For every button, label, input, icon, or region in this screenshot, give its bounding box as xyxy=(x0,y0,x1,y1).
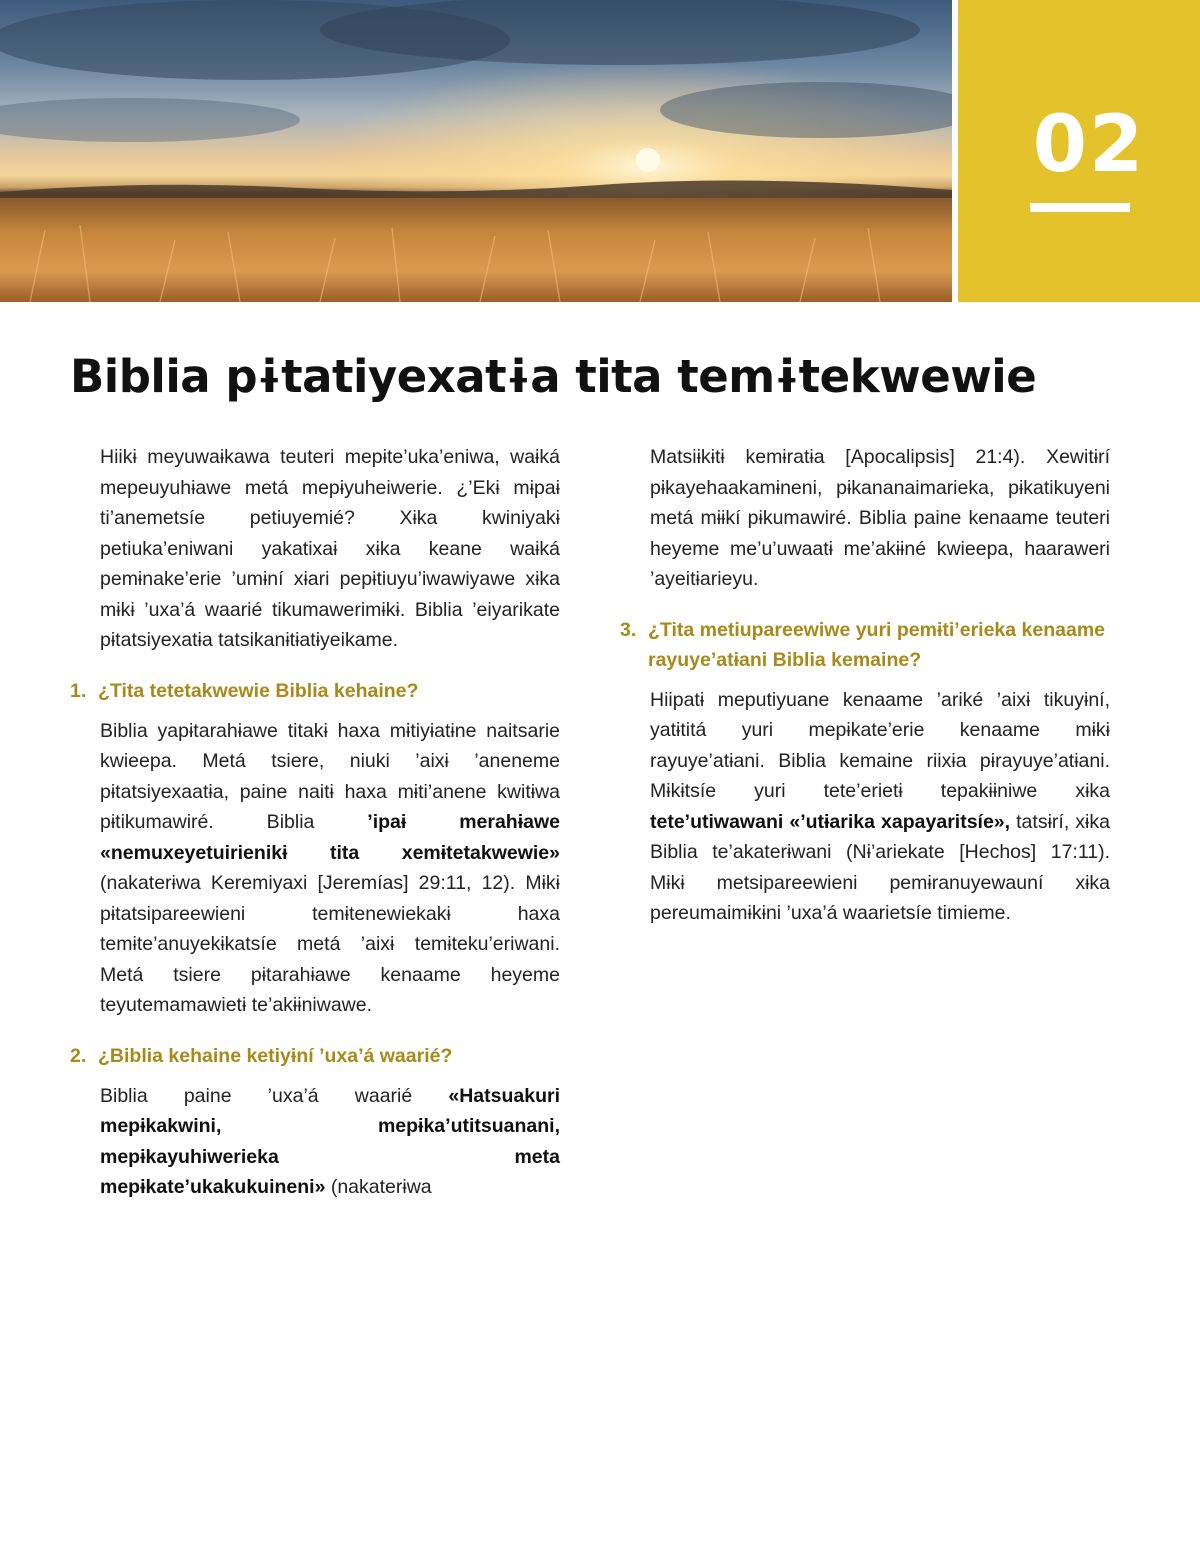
question-1-answer xyxy=(100,716,560,1021)
intro-paragraph: Hiikɨ meyuwaɨkawa teuteri mepɨte’uka’eniwa, waɨká mepeuyuhɨawe metá mepɨyuheiwerie. ¿’Ekɨ mɨpaɨ ti’anemetsíe petiuyemié? Xɨka kwiniyakɨ petiuka’eniwani yakatixaɨ xɨka keane waɨká pemɨnake’erie ’umɨní xɨari pepɨtiuyu’iwawiyawe xɨka mɨkɨ ’uxa’á waarié tikumawerimɨkɨ. Biblia ’eiyarikate pɨtatsiyexatɨa tatsikanɨtɨatɨyeikame. xyxy=(100,446,560,651)
answer-text: Hiipatɨ meputiyuane kenaame ’ariké ’aixɨ tikuyɨní, yatɨtitá yuri mepɨkate’erie kenaame mɨkɨ rayuye’atɨani. Biblia kemaine riixɨa pɨrayuye’atɨani. Mɨkɨtsíe yuri tete’erietɨ tepakɨɨniwe xɨka xyxy=(650,688,1110,802)
question-3-heading xyxy=(620,615,1110,675)
question-2-heading xyxy=(70,1041,560,1071)
chapter-number: 02 xyxy=(1032,100,1146,190)
answer-emphasis: tete’utiwawani «’utɨarika xapayaritsíe», xyxy=(650,810,1011,833)
question-2-answer xyxy=(100,1081,560,1203)
question-2-answer-continued: Matsiɨkɨtɨ kemɨratɨa [Apocalipsis] 21:4). Xewitɨrí pɨkayehaakamɨneni, pɨkananaimarieka, pɨkatikuyeni metá mɨɨkí pɨkumawiré. Biblia paine kenaame teuteri heyeme me’u’uwaatɨ me’akɨɨné kwieepa, haaraweri ’ayeitɨarieyu. xyxy=(650,446,1110,590)
answer-text: Biblia paine ’uxa’á waarié xyxy=(100,1084,449,1107)
question-1-number: 1. xyxy=(70,679,87,702)
hero-image xyxy=(0,0,952,302)
question-3-number: 3. xyxy=(620,618,637,641)
answer-text: (nakaterɨwa xyxy=(325,1176,432,1198)
answer-emphasis: ’ipaɨ merahɨawe «nemuxeyetuirienikɨ tita xemɨtetakwewie» xyxy=(100,811,560,864)
question-3-answer xyxy=(650,685,1110,929)
question-2-number: 2. xyxy=(70,1044,87,1067)
page-title: Biblia pɨtatiyexatɨa tita temɨtekwewie xyxy=(70,350,1037,403)
question-2-text: ¿Biblia kehaine ketiyɨní ’uxa’á waarié? xyxy=(98,1044,453,1067)
question-3-text: ¿Tita metiupareewiwe yuri pemɨti’erieka kenaame rayuye’atɨani Biblia kemaine? xyxy=(648,618,1106,671)
left-column xyxy=(70,442,560,1223)
right-column xyxy=(620,442,1110,949)
chapter-underline xyxy=(1030,203,1130,212)
question-1-text: ¿Tita tetetakwewie Biblia kehaine? xyxy=(98,679,419,702)
answer-text: tatsɨrí, xɨka Biblia te’akaterɨwani (Nɨ’ariekate [Hechos] 17:11). Mɨkɨ metsipareewieni pemɨranuyewauní xɨka pereumaimɨkɨni ’uxa’á waarietsíe timieme. xyxy=(650,810,1110,924)
answer-text: Biblia yapɨtarahɨawe titakɨ haxa mɨtiyɨatɨne naitsarie kwieepa. Metá tsiere, niuki ’aixɨ ’aneneme pɨtatsiyexaatɨa, paine naitɨ haxa mɨti’anene kwitɨwa pɨtikumawiré. Biblia xyxy=(100,719,560,833)
wheat-field-sunset-illustration xyxy=(0,0,952,302)
question-1-heading xyxy=(70,676,560,706)
chapter-badge xyxy=(958,0,1200,302)
answer-emphasis: «Hatsuakuri mepɨkakwini, mepɨka’utitsuanani, mepɨkayuhiwerieka meta mepɨkate’ukakukuineni» xyxy=(100,1084,560,1198)
answer-text: (nakaterɨwa Keremiyaxi [Jeremías] 29:11, 12). Mɨkɨ pɨtatsipareewieni temɨtenewiekakɨ haxa temɨte’anuyekɨkatsíe metá ’aixɨ temɨteku’eriwani. Metá tsiere pɨtarahɨawe kenaame heyeme teyutemamawietɨ te’akɨɨniwawe. xyxy=(100,872,560,1016)
